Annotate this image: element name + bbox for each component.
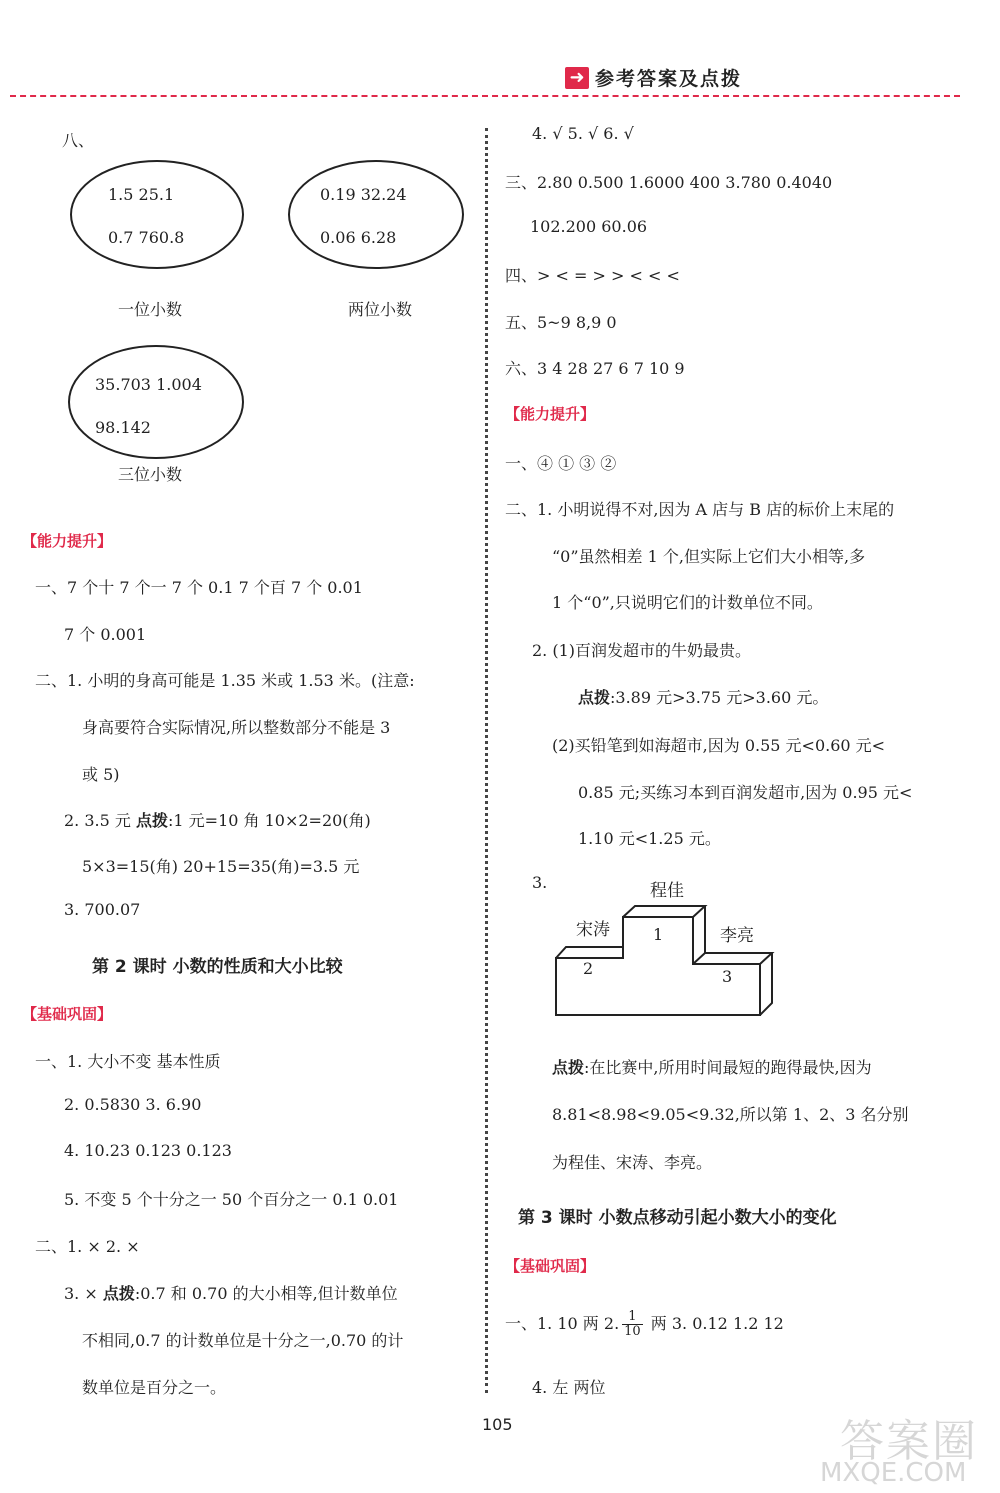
answer-line: 4. 左 两位 — [532, 1378, 606, 1397]
oval-text: 0.19 32.24 — [320, 185, 407, 204]
column-divider — [485, 128, 488, 1393]
third-place-name: 李亮 — [720, 926, 754, 946]
answer-line: 5×3=15(角) 20+15=35(角)=3.5 元 — [82, 857, 360, 876]
answer-line: 5. 不变 5 个十分之一 50 个百分之一 0.1 0.01 — [64, 1190, 399, 1209]
oval-text: 1.5 25.1 — [108, 185, 175, 204]
answer-line: 二、1. 小明说得不对,因为 A 店与 B 店的标价上末尾的 — [505, 500, 895, 519]
answer-line: 不相同,0.7 的计数单位是十分之一,0.70 的计 — [82, 1331, 404, 1350]
podium-number: 2 — [583, 959, 594, 978]
oval-three-decimal — [68, 345, 244, 459]
answer-line: 4. √ 5. √ 6. √ — [532, 124, 634, 143]
watermark-logo: 答案圈 — [840, 1416, 978, 1467]
tag-basic: 【基础巩固】 — [22, 1005, 113, 1023]
answer-line: 身高要符合实际情况,所以整数部分不能是 3 — [82, 718, 391, 737]
oval-caption: 两位小数 — [348, 300, 413, 319]
answer-line: 3. — [532, 873, 548, 892]
oval-text: 98.142 — [95, 418, 151, 437]
podium-number: 3 — [722, 967, 733, 986]
answer-line: 102.200 60.06 — [530, 217, 648, 236]
answer-line: 为程佳、宋涛、李亮。 — [552, 1153, 713, 1172]
hint-label: 点拨 — [102, 1284, 135, 1303]
header-title-text: 参考答案及点拨 — [595, 68, 743, 90]
answer-line: 点拨:在比赛中,所用时间最短的跑得最快,因为 — [552, 1058, 872, 1077]
oval-text: 0.7 760.8 — [108, 228, 185, 247]
oval-text: 0.06 6.28 — [320, 228, 397, 247]
section-title: 第 3 课时 小数点移动引起小数大小的变化 — [518, 1208, 837, 1228]
answer-line: 3. × 点拨:0.7 和 0.70 的大小相等,但计数单位 — [64, 1284, 398, 1303]
answer-line: 1 个“0”,只说明它们的计数单位不同。 — [552, 593, 823, 612]
answer-line: 四、> < = > > < < < — [505, 266, 680, 285]
fraction: $\frac{1}{10}$ — [624, 1309, 641, 1339]
answer-line: 三、2.80 0.500 1.6000 400 3.780 0.4040 — [505, 173, 833, 192]
hint-label: 点拨 — [552, 1058, 585, 1077]
podium-diagram — [540, 875, 790, 1025]
watermark-url: MXQE.COM — [820, 1458, 967, 1488]
second-place-name: 宋涛 — [576, 920, 610, 940]
answer-line: 3. 700.07 — [64, 900, 141, 919]
hint-label: 点拨 — [578, 688, 611, 707]
answer-line: 六、3 4 28 27 6 7 10 9 — [505, 359, 685, 378]
answer-line: 一、1. 大小不变 基本性质 — [35, 1052, 221, 1071]
answer-line: 0.85 元;买练习本到百润发超市,因为 0.95 元< — [578, 783, 913, 802]
answer-line: 1.10 元<1.25 元。 — [578, 829, 721, 848]
answer-line: 数单位是百分之一。 — [82, 1378, 227, 1397]
answer-line: 一、7 个十 7 个一 7 个 0.1 7 个百 7 个 0.01 — [35, 578, 363, 597]
page-number: 105 — [482, 1415, 513, 1434]
tag-ability: 【能力提升】 — [22, 532, 113, 550]
answer-line: 一、1. 10 两 2. $\frac{1}{10}$ 两 3. 0.12 1.2 12 — [505, 1309, 784, 1339]
answer-line: 五、5~9 8,9 0 — [505, 313, 617, 332]
answer-line: (2)买铅笔到如海超市,因为 0.55 元<0.60 元< — [552, 736, 886, 755]
oval-text: 35.703 1.004 — [95, 375, 202, 394]
section-title: 第 2 课时 小数的性质和大小比较 — [92, 957, 343, 977]
tag-basic: 【基础巩固】 — [505, 1257, 596, 1275]
answer-line: 7 个 0.001 — [64, 625, 147, 644]
answer-line: 8.81<8.98<9.05<9.32,所以第 1、2、3 名分别 — [552, 1105, 909, 1124]
answer-line: 一、④ ① ③ ② — [505, 454, 617, 473]
answer-line: 二、1. 小明的身高可能是 1.35 米或 1.53 米。(注意: — [35, 671, 415, 690]
oval-caption: 一位小数 — [118, 300, 183, 319]
arrow-icon: ➜ — [565, 67, 589, 89]
answer-line: 2. 3.5 元 点拨:1 元=10 角 10×2=20(角) — [64, 811, 371, 830]
answer-line: 点拨:3.89 元>3.75 元>3.60 元。 — [578, 688, 829, 707]
tag-ability: 【能力提升】 — [505, 405, 596, 423]
answer-line: 2. 0.5830 3. 6.90 — [64, 1095, 202, 1114]
answer-line: 或 5) — [82, 765, 120, 784]
header-divider — [10, 95, 960, 97]
question-label: 八、 — [62, 131, 95, 150]
answer-line: 4. 10.23 0.123 0.123 — [64, 1141, 232, 1160]
header-title — [565, 64, 742, 91]
oval-two-decimal — [288, 160, 464, 269]
answer-line: 二、1. × 2. × — [35, 1237, 140, 1256]
podium-number: 1 — [653, 925, 664, 944]
first-place-name: 程佳 — [650, 881, 684, 901]
hint-label: 点拨 — [135, 811, 168, 830]
answer-line: “0”虽然相差 1 个,但实际上它们大小相等,多 — [552, 547, 866, 566]
answer-line: 2. (1)百润发超市的牛奶最贵。 — [532, 641, 752, 660]
oval-one-decimal — [70, 160, 244, 269]
oval-caption: 三位小数 — [118, 465, 183, 484]
